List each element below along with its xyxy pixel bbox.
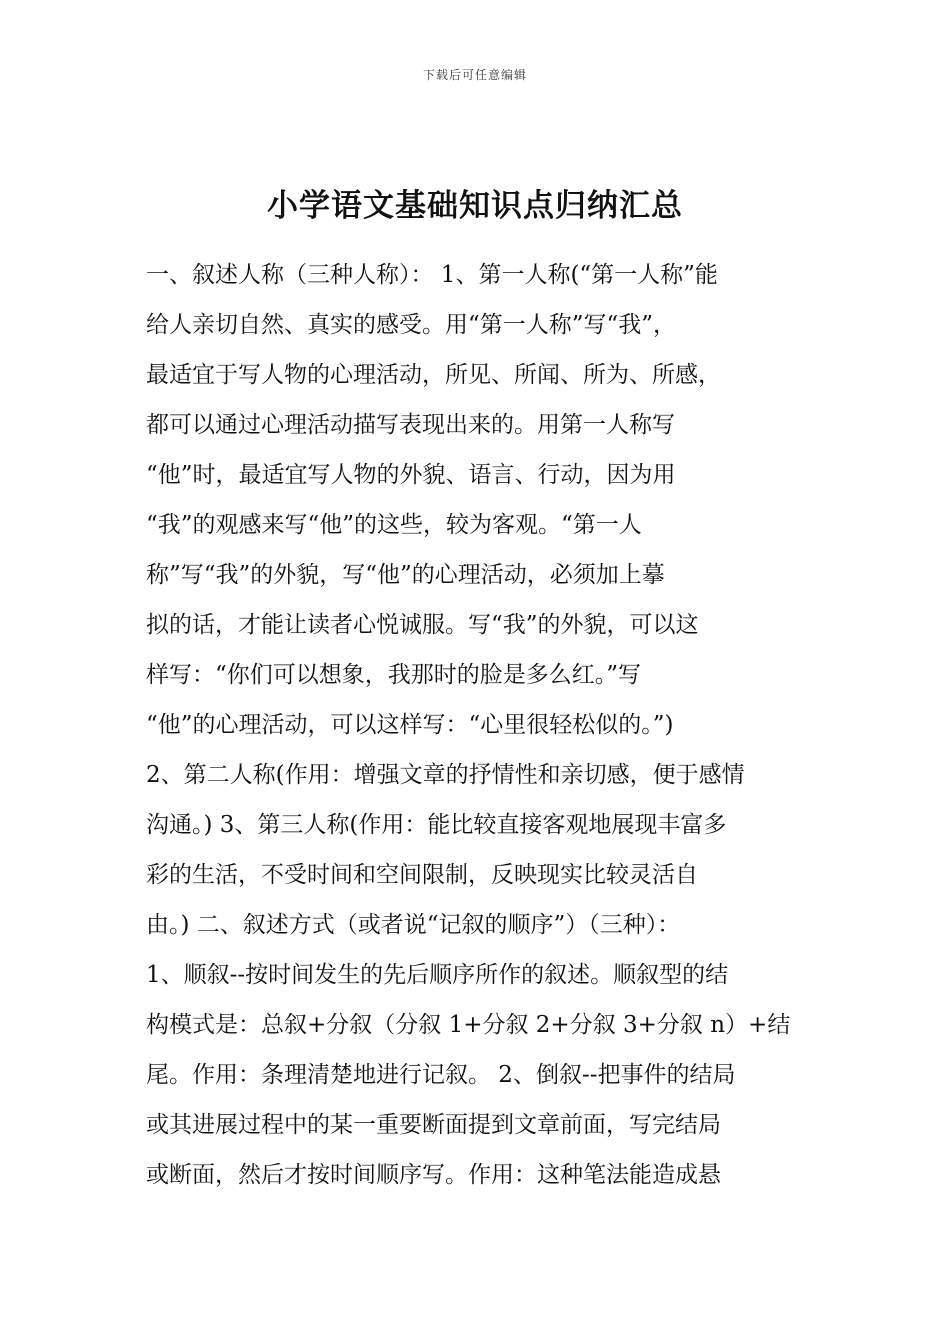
body-line: 样写：“你们可以想象，我那时的脸是多么红。”写: [146, 662, 642, 688]
body-line: 称”写“我”的外貌，写“他”的心理活动，必须加上摹: [146, 562, 665, 588]
document-body: [146, 256, 811, 1206]
body-line: 尾。作用：条理清楚地进行记叙。 2、倒叙--把事件的结局: [146, 1062, 736, 1088]
body-line: 彩的生活，不受时间和空间限制，反映现实比较灵活自: [146, 862, 698, 888]
body-line: 都可以通过心理活动描写表现出来的。用第一人称写: [146, 412, 675, 438]
body-line: 沟通。) 3、第三人称(作用：能比较直接客观地展现丰富多: [146, 812, 727, 838]
body-line: 或其进展过程中的某一重要断面提到文章前面，写完结局: [146, 1112, 721, 1138]
body-line: “他”的心理活动，可以这样写：“心里很轻松似的。”): [146, 712, 674, 738]
body-line: 给人亲切自然、真实的感受。用“第一人称”写“我”，: [146, 312, 677, 338]
body-line: “他”时，最适宜写人物的外貌、语言、行动，因为用: [146, 462, 676, 488]
body-line: 2、第二人称(作用：增强文章的抒情性和亲切感，便于感情: [146, 762, 745, 788]
body-line: 一、叙述人称（三种人称）： 1、第一人称(“第一人称”能: [146, 262, 718, 288]
body-line: “我”的观感来写“他”的这些，较为客观。“第一人: [146, 512, 642, 538]
document-title: 小学语文基础知识点归纳汇总: [267, 188, 683, 224]
header-note: 下载后可任意编辑: [422, 68, 527, 82]
body-line: 拟的话，才能让读者心悦诚服。写“我”的外貌，可以这: [146, 612, 699, 638]
body-line: 最适宜于写人物的心理活动，所见、所闻、所为、所感，: [146, 362, 721, 388]
body-line: 由。) 二、叙述方式（或者说“记叙的顺序”）（三种）：: [146, 912, 681, 938]
body-line: 构模式是：总叙+分叙（分叙 1+分叙 2+分叙 3+分叙 n）+结: [146, 1012, 791, 1038]
body-line: 或断面，然后才按时间顺序写。作用：这种笔法能造成悬: [146, 1162, 721, 1188]
body-line: 1、顺叙--按时间发生的先后顺序所作的叙述。顺叙型的结: [146, 962, 729, 988]
